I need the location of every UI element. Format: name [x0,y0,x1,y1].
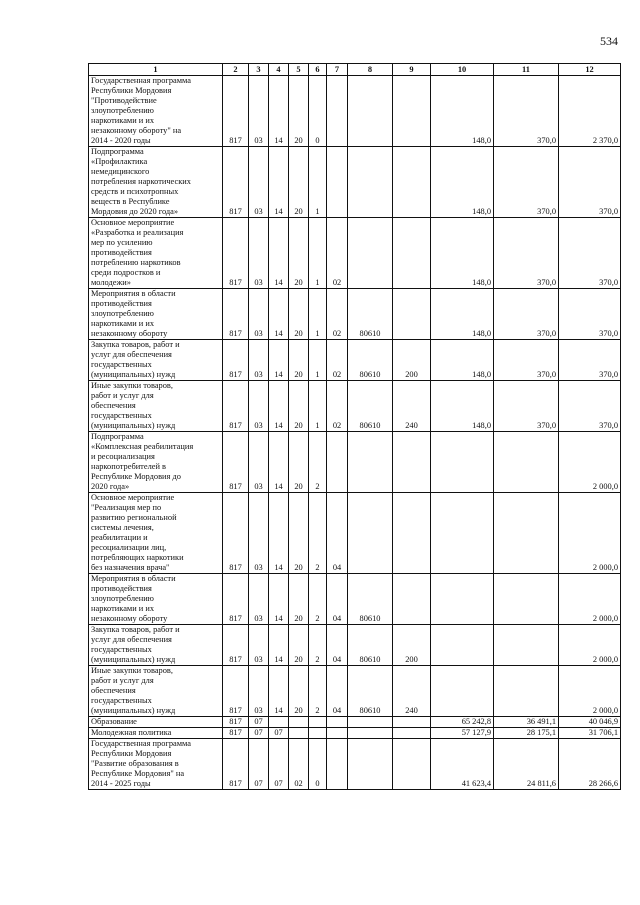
row-subsection: 14 [269,493,289,574]
row-section: 03 [249,147,269,218]
row-program: 20 [289,218,309,289]
row-event [327,76,348,147]
row-value-year-1 [431,625,494,666]
row-value-year-1 [431,666,494,717]
row-subprogram: 1 [309,218,327,289]
row-ministry: 817 [223,493,249,574]
row-value-year-3: 40 046,9 [559,717,621,728]
row-event: 04 [327,574,348,625]
row-value-year-1: 148,0 [431,218,494,289]
row-value-year-2 [494,432,559,493]
row-direction [348,493,393,574]
header-row [89,64,621,76]
col-header-11: 11 [494,64,559,76]
col-header-8: 8 [348,64,393,76]
row-program: 20 [289,147,309,218]
row-subprogram: 0 [309,739,327,790]
row-direction [348,739,393,790]
row-expense-type [393,739,431,790]
table-row [89,728,621,739]
row-value-year-3: 370,0 [559,340,621,381]
row-event: 04 [327,493,348,574]
row-section: 03 [249,76,269,147]
row-name: Молодежная политика [89,728,223,739]
row-value-year-3: 2 000,0 [559,625,621,666]
row-event: 02 [327,340,348,381]
row-direction [348,147,393,218]
row-subprogram [309,728,327,739]
row-event: 02 [327,381,348,432]
row-expense-type [393,493,431,574]
row-direction: 80610 [348,625,393,666]
row-ministry: 817 [223,739,249,790]
row-value-year-3: 28 266,6 [559,739,621,790]
row-section: 03 [249,666,269,717]
row-subprogram: 2 [309,493,327,574]
row-ministry: 817 [223,625,249,666]
row-program: 02 [289,739,309,790]
row-event: 04 [327,625,348,666]
row-name: Государственная программа Республики Мордовия "Противодействие злоупотреблению наркотиками и их незаконному обороту" на 2014 - 2020 годы [89,76,223,147]
row-subsection: 14 [269,76,289,147]
row-value-year-2: 36 491,1 [494,717,559,728]
table-row [89,625,621,666]
row-ministry: 817 [223,717,249,728]
row-value-year-3: 2 000,0 [559,574,621,625]
row-name: Иные закупки товаров, работ и услуг для обеспечения государственных (муниципальных) нужд [89,381,223,432]
col-header-9: 9 [393,64,431,76]
table-row [89,218,621,289]
row-section: 03 [249,289,269,340]
row-name: Мероприятия в области противодействия злоупотреблению наркотиками и их незаконному обороту [89,574,223,625]
row-section: 07 [249,717,269,728]
row-event [327,432,348,493]
row-name: Иные закупки товаров, работ и услуг для обеспечения государственных (муниципальных) нужд [89,666,223,717]
row-expense-type: 240 [393,381,431,432]
col-header-2: 2 [223,64,249,76]
row-expense-type: 240 [393,666,431,717]
row-value-year-3: 2 000,0 [559,493,621,574]
row-expense-type [393,432,431,493]
row-ministry: 817 [223,728,249,739]
row-subprogram: 2 [309,574,327,625]
row-expense-type [393,289,431,340]
page-number: 534 [600,34,618,48]
row-direction [348,717,393,728]
row-ministry: 817 [223,218,249,289]
row-name: Подпрограмма «Профилактика немедицинского потребления наркотических средств и психотропных веществ в Республике Мордовия до 2020 года» [89,147,223,218]
row-event [327,739,348,790]
col-header-3: 3 [249,64,269,76]
row-subprogram: 1 [309,289,327,340]
col-header-6: 6 [309,64,327,76]
row-direction: 80610 [348,666,393,717]
col-header-7: 7 [327,64,348,76]
row-program: 20 [289,76,309,147]
row-subprogram: 2 [309,666,327,717]
table-row [89,717,621,728]
row-name: Подпрограмма «Комплексная реабилитация и ресоциализация наркопотребителей в Республике Мордовия до 2020 года» [89,432,223,493]
row-program: 20 [289,432,309,493]
row-value-year-2: 370,0 [494,381,559,432]
row-value-year-3: 31 706,1 [559,728,621,739]
row-expense-type [393,147,431,218]
table-row [89,340,621,381]
row-section: 03 [249,340,269,381]
row-value-year-2: 28 175,1 [494,728,559,739]
row-event [327,728,348,739]
row-subsection: 14 [269,381,289,432]
row-value-year-1: 148,0 [431,381,494,432]
row-name: Закупка товаров, работ и услуг для обеспечения государственных (муниципальных) нужд [89,340,223,381]
row-section: 03 [249,432,269,493]
row-name: Основное мероприятие "Реализация мер по развитию региональной системы лечения, реабилитации и ресоциализации лиц, потребляющих наркотики без назначения врача" [89,493,223,574]
row-subsection: 14 [269,289,289,340]
row-direction: 80610 [348,381,393,432]
table-body [89,76,621,790]
row-ministry: 817 [223,76,249,147]
row-subsection: 14 [269,340,289,381]
row-value-year-1 [431,574,494,625]
row-name: Государственная программа Республики Мордовия "Развитие образования в Республике Мордовия" на 2014 - 2025 годы [89,739,223,790]
col-header-4: 4 [269,64,289,76]
table-row [89,381,621,432]
row-program: 20 [289,493,309,574]
row-value-year-2: 370,0 [494,218,559,289]
row-expense-type: 200 [393,625,431,666]
row-ministry: 817 [223,340,249,381]
row-value-year-1: 57 127,9 [431,728,494,739]
row-program: 20 [289,625,309,666]
row-expense-type [393,574,431,625]
table-row [89,289,621,340]
row-name: Основное мероприятие «Разработка и реализация мер по усилению противодействия потреблению наркотиков среди подростков и молодежи» [89,218,223,289]
col-header-1: 1 [89,64,223,76]
row-section: 03 [249,381,269,432]
row-section: 07 [249,728,269,739]
row-direction [348,76,393,147]
row-name: Образование [89,717,223,728]
table-row [89,76,621,147]
row-event: 02 [327,218,348,289]
row-ministry: 817 [223,574,249,625]
row-event: 04 [327,666,348,717]
row-direction: 80610 [348,340,393,381]
row-name: Мероприятия в области противодействия злоупотреблению наркотиками и их незаконному обороту [89,289,223,340]
row-value-year-3: 370,0 [559,147,621,218]
row-value-year-2: 370,0 [494,76,559,147]
row-subprogram [309,717,327,728]
table-row [89,574,621,625]
col-header-5: 5 [289,64,309,76]
row-value-year-3: 370,0 [559,381,621,432]
row-direction [348,728,393,739]
row-program [289,717,309,728]
row-direction [348,432,393,493]
row-value-year-2: 370,0 [494,340,559,381]
row-section: 03 [249,218,269,289]
row-subprogram: 0 [309,76,327,147]
row-section: 03 [249,574,269,625]
row-value-year-3: 370,0 [559,289,621,340]
table-row [89,493,621,574]
row-value-year-2: 370,0 [494,289,559,340]
row-event [327,147,348,218]
row-value-year-2 [494,493,559,574]
row-value-year-1: 148,0 [431,289,494,340]
row-direction: 80610 [348,574,393,625]
row-ministry: 817 [223,432,249,493]
col-header-10: 10 [431,64,494,76]
row-value-year-2 [494,666,559,717]
table-row [89,666,621,717]
row-value-year-1: 148,0 [431,147,494,218]
row-subsection: 14 [269,625,289,666]
row-ministry: 817 [223,666,249,717]
row-direction [348,218,393,289]
table-row [89,739,621,790]
row-ministry: 817 [223,289,249,340]
row-subsection [269,717,289,728]
budget-table [88,63,621,790]
row-program: 20 [289,381,309,432]
row-expense-type [393,717,431,728]
row-value-year-1: 41 623,4 [431,739,494,790]
col-header-12: 12 [559,64,621,76]
row-expense-type [393,76,431,147]
row-event [327,717,348,728]
row-value-year-2 [494,574,559,625]
row-value-year-2: 24 811,6 [494,739,559,790]
row-name: Закупка товаров, работ и услуг для обеспечения государственных (муниципальных) нужд [89,625,223,666]
row-value-year-1: 65 242,8 [431,717,494,728]
table-row [89,432,621,493]
row-program: 20 [289,574,309,625]
row-value-year-1 [431,493,494,574]
row-event: 02 [327,289,348,340]
row-program: 20 [289,340,309,381]
row-program: 20 [289,666,309,717]
row-subprogram: 1 [309,147,327,218]
row-section: 03 [249,493,269,574]
row-subsection: 14 [269,666,289,717]
row-value-year-3: 2 000,0 [559,666,621,717]
row-subsection: 14 [269,218,289,289]
row-value-year-3: 2 370,0 [559,76,621,147]
row-subprogram: 2 [309,432,327,493]
row-value-year-3: 370,0 [559,218,621,289]
row-subsection: 07 [269,728,289,739]
row-value-year-2: 370,0 [494,147,559,218]
row-value-year-2 [494,625,559,666]
row-subprogram: 1 [309,340,327,381]
row-value-year-1 [431,432,494,493]
row-direction: 80610 [348,289,393,340]
row-subsection: 14 [269,147,289,218]
row-expense-type [393,218,431,289]
row-program: 20 [289,289,309,340]
row-section: 07 [249,739,269,790]
row-subsection: 14 [269,574,289,625]
row-subsection: 07 [269,739,289,790]
row-expense-type [393,728,431,739]
row-subsection: 14 [269,432,289,493]
row-value-year-1: 148,0 [431,340,494,381]
row-expense-type: 200 [393,340,431,381]
row-section: 03 [249,625,269,666]
row-subprogram: 1 [309,381,327,432]
row-subprogram: 2 [309,625,327,666]
table-row [89,147,621,218]
row-value-year-1: 148,0 [431,76,494,147]
row-program [289,728,309,739]
row-ministry: 817 [223,381,249,432]
row-ministry: 817 [223,147,249,218]
row-value-year-3: 2 000,0 [559,432,621,493]
